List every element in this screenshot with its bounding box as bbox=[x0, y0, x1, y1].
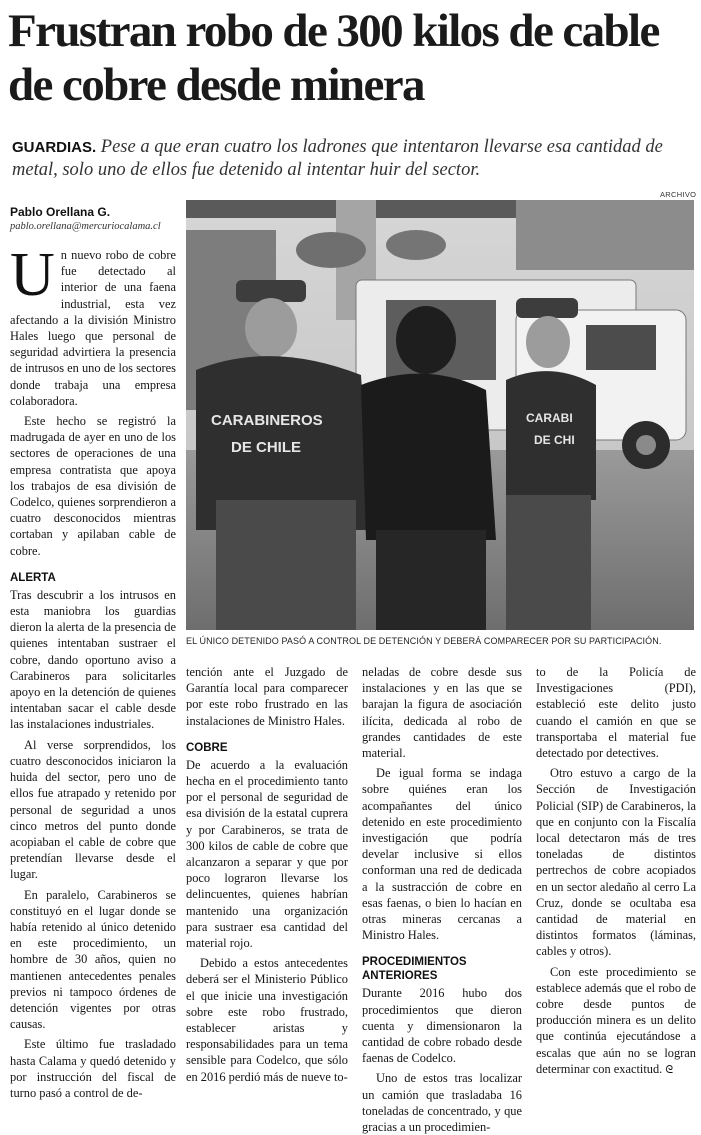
deck bbox=[12, 136, 692, 182]
officer-pants bbox=[216, 500, 356, 630]
deck-text: Pese a que eran cuatro los ladrones que intentaron llevarse esa cantidad de metal, solo uno de ellos fue detenido al intentar huir del sector. bbox=[12, 137, 663, 180]
photo-caption: EL ÚNICO DETENIDO PASÓ A CONTROL DE DETENCIÓN Y DEBERÁ COMPARECER POR SU PARTICIPACIÓN. bbox=[186, 636, 662, 646]
detainee-pants bbox=[376, 530, 486, 630]
paragraph: Debido a estos antecedentes deberá ser el Ministerio Público el que inicie una investigación sobre este robo frustrado, establecer aristas y responsabilidades para un tema sensible para Codelco, que sólo en 2016 perdió más de nueve to- bbox=[186, 956, 348, 1084]
byline-author: Pablo Orellana G. bbox=[10, 205, 111, 219]
paragraph: Uno de estos tras localizar un camión que trasladaba 16 toneladas de concentrado, y que gracias a un procedimien- bbox=[362, 1071, 522, 1135]
section-heading: PROCEDIMIENTOS ANTERIORES bbox=[362, 956, 467, 983]
vest-text: DE CHILE bbox=[231, 439, 302, 456]
canopy bbox=[516, 200, 694, 270]
byline-email[interactable]: pablo.orellana@mercuriocalama.cl bbox=[10, 221, 161, 232]
drop-cap: U bbox=[10, 241, 55, 309]
section-heading: COBRE bbox=[186, 741, 228, 754]
column-4 bbox=[536, 664, 696, 1106]
paragraph: Tras descubrir a los intrusos en esta maniobra los guardias dieron la alerta de la presencia de quienes intentaban sustraer el cobre, dando oportuno aviso a Carabineros para solicitarles apoyo en la detención de quienes intentaban sacar el cable desde las instalaciones industriales. bbox=[10, 587, 176, 732]
officer-face bbox=[526, 316, 570, 368]
paragraph: tención ante el Juzgado de Garantía local para comparecer por este robo frustrado en las instalaciones de Ministro Hales. bbox=[186, 665, 348, 728]
deck-keyword: GUARDIAS. bbox=[12, 139, 97, 156]
truck-window bbox=[586, 325, 656, 370]
paragraph: neladas de cobre desde sus instalaciones y en las que se barajan la figura de asociación ilícita, dedicada al robo de grandes cantidades de este material. bbox=[362, 665, 522, 761]
paragraph: to de la Policía de Investigaciones (PDI), estableció este delito justo cuando el camión en que se transportaba el material fue detectado por detectives. bbox=[536, 665, 696, 761]
detainee-head bbox=[396, 306, 456, 374]
tree bbox=[386, 230, 446, 260]
paragraph: Este hecho se registró la madrugada de ayer en uno de los sectores de operaciones de una empresa contratista que apoya los trabajos de esa división de Codelco, quienes sorprendieron a cuatro desconocidos mientras cortaban y apilaban cable de cobre. bbox=[10, 414, 176, 558]
paragraph: Otro estuvo a cargo de la Sección de Investigación Policial (SIP) de Carabineros, la que en conjunto con la Fiscalía local detectaron más de tres toneladas de distintos pertrechos de cobre acopiados en un sector aledaño al cerro La Cruz, donde se ocultaba esa cantidad de material en distintos formatos (láminas, cables y otros). bbox=[536, 766, 697, 959]
vest-text: CARABI bbox=[526, 411, 573, 425]
paragraph: En paralelo, Carabineros se constituyó en el lugar donde se había retenido al único detenido en este procedimiento, un hombre de 30 años, quien no mantienen antecedentes penales previos ni tampoco órdenes de detención vigentes por otras causas. bbox=[10, 887, 176, 1032]
paragraph: Al verse sorprendidos, los cuatro desconocidos iniciaron la huida del sector, pero uno de ellos fue atrapado y retenido por personal de seguridad a unos cinco metros del punto donde acopiaban el cable de cobre que pretendían llevarse desde el lugar. bbox=[10, 737, 176, 882]
officer-cap bbox=[516, 298, 578, 318]
paragraph: Un nuevo robo de cobre fue detectado al interior de una faena industrial, esta vez afectando a la división Ministro Hales luego que personal de seguridad advirtiera la presencia de intrusos en uno de los sectores donde trabaja una empresa colaboradora. bbox=[10, 241, 176, 408]
paragraph: Con este procedimiento se establece además que el robo de cobre desde puntos de producción minera es un delito que continúa ejecutándose a escalas que aún no se logran determinar con exactitud. ᘓ bbox=[536, 964, 696, 1076]
byline bbox=[10, 205, 175, 232]
paragraph: Este último fue trasladado hasta Calama y quedó detenido y por instrucción del fiscal de turno pasó a control de de- bbox=[10, 1037, 176, 1100]
end-mark-icon: ᘓ bbox=[665, 1062, 674, 1076]
officer-pants bbox=[506, 495, 591, 630]
news-photo bbox=[186, 200, 694, 630]
photo-illustration bbox=[186, 200, 694, 630]
headline: Frustran robo de 300 kilos de cable de cobre desde minera bbox=[8, 5, 659, 111]
vest-text: CARABINEROS bbox=[211, 412, 323, 429]
officer-face bbox=[245, 298, 297, 358]
column-2 bbox=[186, 664, 348, 1106]
section-heading: ALERTA bbox=[10, 571, 56, 584]
column-3 bbox=[362, 664, 522, 1135]
vest-text: DE CHI bbox=[534, 433, 575, 447]
column-1 bbox=[10, 241, 176, 1107]
tree bbox=[296, 232, 366, 268]
photo-credit: ARCHIVO bbox=[660, 190, 697, 199]
detainee-jacket bbox=[361, 374, 496, 540]
paragraph: De igual forma se indaga sobre quiénes eran los acompañantes del único detenido en este procedimiento investigación que podría develar inclusive si ellos conforman una red de dedicada a la sustracción de cobre en esas faenas, o bien lo hacían en otras mineras cercanas a Ministro Hales. bbox=[362, 766, 522, 943]
paragraph: Durante 2016 hubo dos procedimientos que dieron cuenta y dimensionaron la cantidad de cobre robado desde faenas de Codelco. bbox=[362, 986, 522, 1066]
paragraph: De acuerdo a la evaluación hecha en el procedimiento tanto por el personal de seguridad de esa división de la estatal cuprera y por Carabineros, se trata de 300 kilos de cable de cobre que alcanzaron a separar y que por poco lograron llevarse los delincuentes, quienes habrían mantenido una organización para sustraer esa cantidad del material rojo. bbox=[186, 757, 348, 951]
